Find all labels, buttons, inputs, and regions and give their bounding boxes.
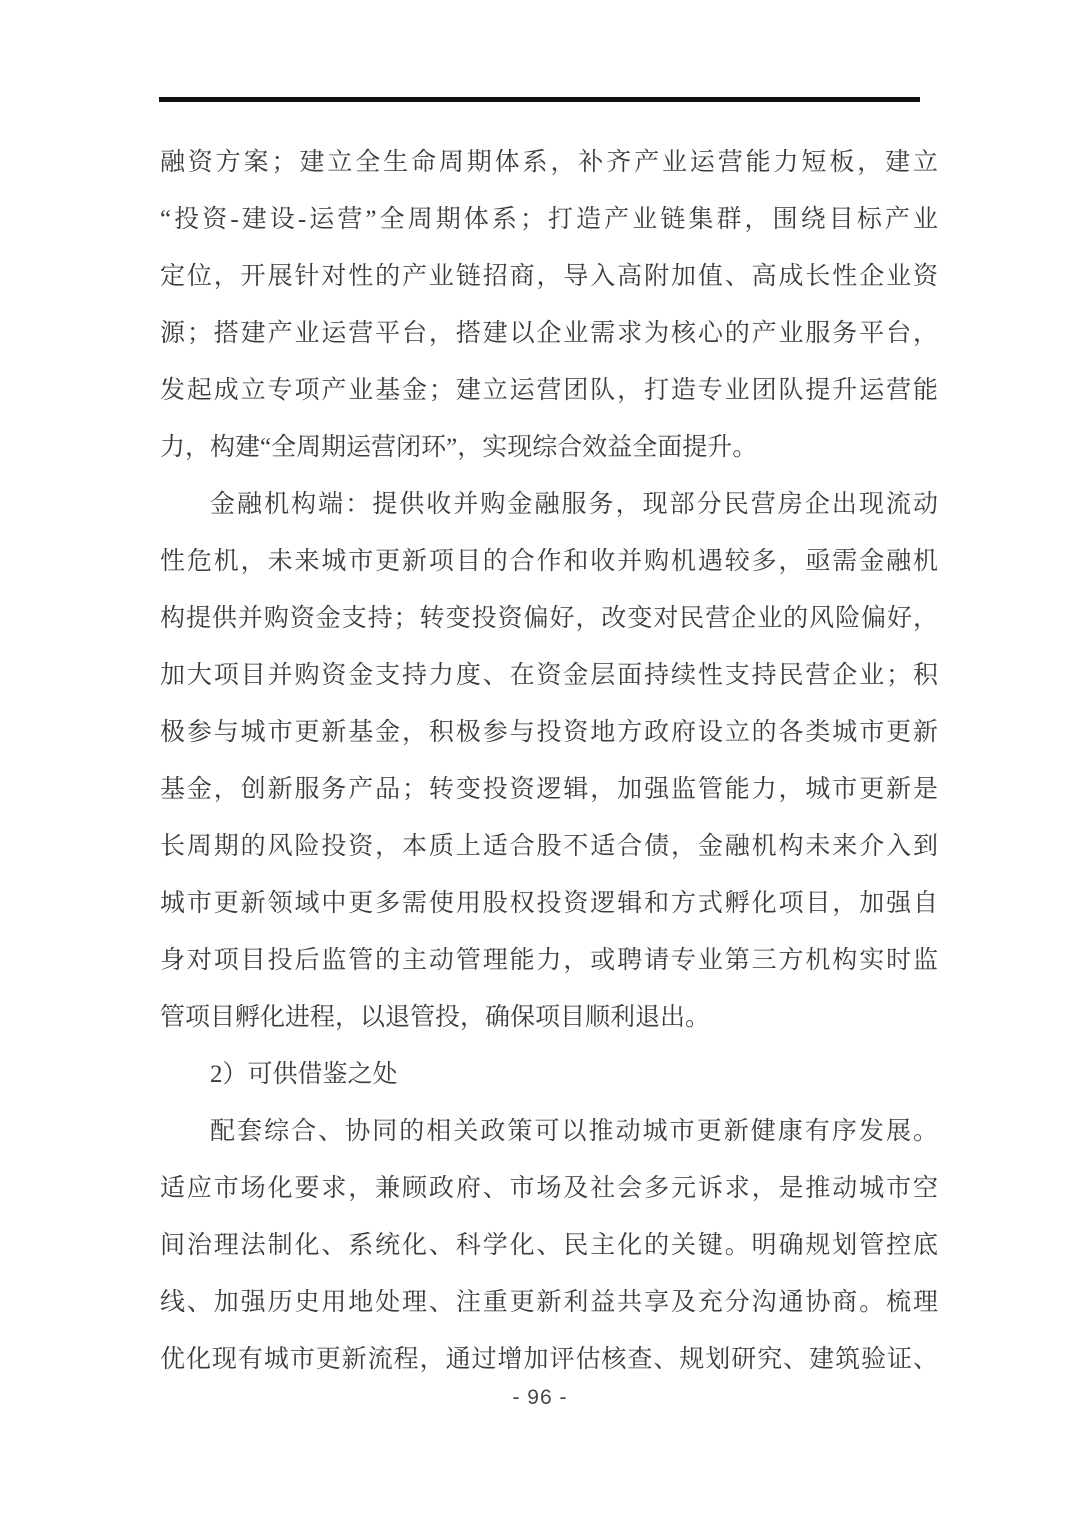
text-line: 金融机构端：提供收并购金融服务，现部分民营房企出现流动 — [210, 491, 938, 518]
text-line: 力，构建“全周期运营闭环”，实现综合效益全面提升。 — [160, 434, 758, 461]
text-line: 加大项目并购资金支持力度、在资金层面持续性支持民营企业；积 — [160, 662, 938, 689]
text-line: 基金，创新服务产品；转变投资逻辑，加强监管能力，城市更新是 — [160, 776, 938, 803]
text-line: “投资-建设-运营”全周期体系；打造产业链集群，围绕目标产业 — [160, 206, 938, 233]
text-line: 间治理法制化、系统化、科学化、民主化的关键。明确规划管控底 — [160, 1232, 938, 1259]
header-rule — [159, 97, 920, 102]
section-heading: 2）可供借鉴之处 — [210, 1061, 398, 1088]
text-line: 优化现有城市更新流程，通过增加评估核查、规划研究、建筑验证、 — [160, 1346, 938, 1373]
text-line: 性危机，未来城市更新项目的合作和收并购机遇较多，亟需金融机 — [160, 548, 938, 575]
text-line: 长周期的风险投资，本质上适合股不适合债，金融机构未来介入到 — [160, 833, 938, 860]
text-line: 融资方案；建立全生命周期体系，补齐产业运营能力短板，建立 — [160, 149, 938, 176]
text-line: 定位，开展针对性的产业链招商，导入高附加值、高成长性企业资 — [160, 263, 938, 290]
text-line: 源；搭建产业运营平台，搭建以企业需求为核心的产业服务平台， — [160, 320, 938, 347]
page-body — [160, 134, 938, 1388]
text-line: 管项目孵化进程，以退管投，确保项目顺利退出。 — [160, 1004, 711, 1031]
text-line: 适应市场化要求，兼顾政府、市场及社会多元诉求，是推动城市空 — [160, 1175, 938, 1202]
text-line: 极参与城市更新基金，积极参与投资地方政府设立的各类城市更新 — [160, 719, 938, 746]
text-line: 身对项目投后监管的主动管理能力，或聘请专业第三方机构实时监 — [160, 947, 938, 974]
page-number: - 96 - — [512, 1386, 568, 1409]
text-line: 发起成立专项产业基金；建立运营团队，打造专业团队提升运营能 — [160, 377, 938, 404]
text-line: 配套综合、协同的相关政策可以推动城市更新健康有序发展。 — [210, 1118, 938, 1145]
text-line: 城市更新领域中更多需使用股权投资逻辑和方式孵化项目，加强自 — [160, 890, 938, 917]
text-line: 构提供并购资金支持；转变投资偏好，改变对民营企业的风险偏好， — [160, 605, 938, 632]
text-line: 线、加强历史用地处理、注重更新利益共享及充分沟通协商。梳理 — [160, 1289, 938, 1316]
